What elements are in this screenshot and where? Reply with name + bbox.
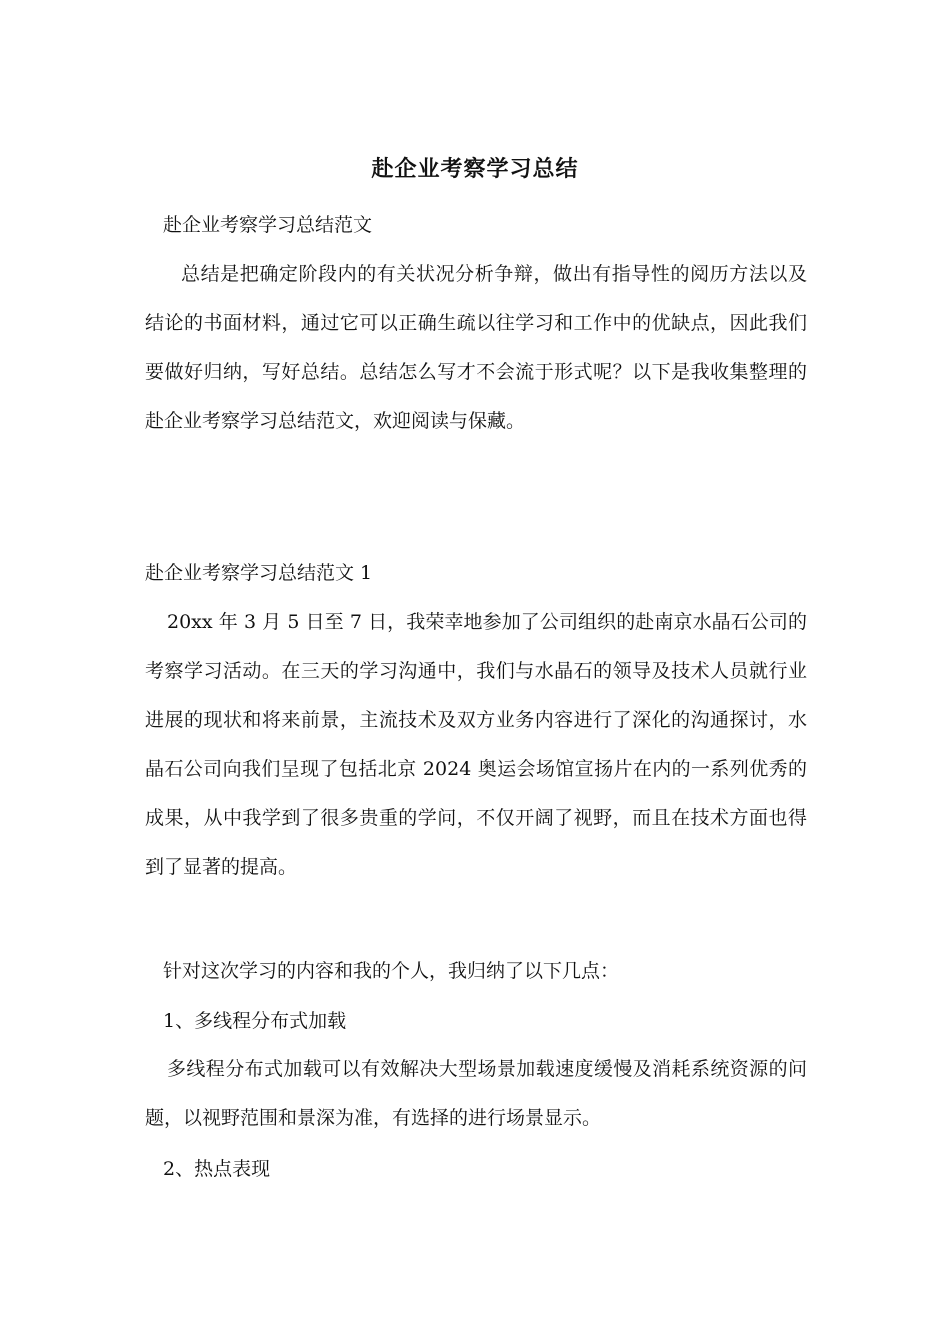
- section-paragraph: 20xx 年 3 月 5 日至 7 日，我荣幸地参加了公司组织的赴南京水晶石公司的考察学习活动。在三天的学习沟通中，我们与水晶石的领导及技术人员就行业进展的现状和将来前景，主流技术及双方业务内容进行了深化的沟通探讨，水晶石公司向我们呈现了包括北京 2024 奥运会场馆宣扬片在内的一系列优秀的成果，从中我学到了很多贵重的学问，不仅开阔了视野，而且在技术方面也得到了显著的提高。: [145, 611, 807, 878]
- point-paragraph: 多线程分布式加载可以有效解决大型场景加载速度缓慢及消耗系统资源的问题，以视野范围和景深为准，有选择的进行场景显示。: [145, 1058, 807, 1129]
- point-heading: 2、热点表现: [163, 1158, 271, 1180]
- section-heading: 赴企业考察学习总结范文 1: [145, 562, 373, 584]
- point-heading: 1、多线程分布式加载: [163, 1010, 347, 1032]
- document-title: 赴企业考察学习总结: [371, 156, 579, 182]
- document-subtitle: 赴企业考察学习总结范文: [163, 214, 373, 236]
- section-paragraph: 针对这次学习的内容和我的个人，我归纳了以下几点：: [163, 960, 620, 982]
- intro-paragraph: 总结是把确定阶段内的有关状况分析争辩，做出有指导性的阅历方法以及结论的书面材料，通过它可以正确生疏以往学习和工作中的优缺点，因此我们要做好归纳，写好总结。总结怎么写才不会流于形式呢？以下是我收集整理的赴企业考察学习总结范文，欢迎阅读与保藏。: [145, 263, 807, 432]
